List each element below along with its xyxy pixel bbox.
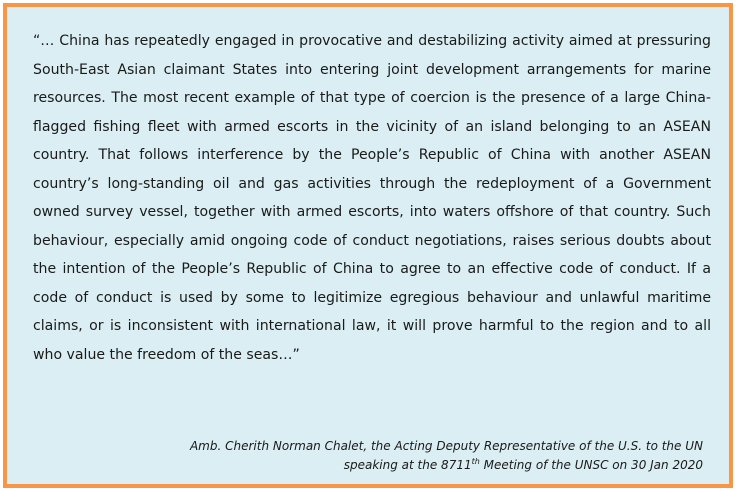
attribution-line-1: Amb. Cherith Norman Chalet, the Acting Deputy Representative of the U.S. to the UN bbox=[189, 439, 703, 453]
attribution-line-2-start: speaking at the 8711 bbox=[343, 458, 472, 472]
quote-box bbox=[3, 3, 733, 488]
quote-text: “… China has repeatedly engaged in provocative and destabilizing activity aimed at pressuring South-East Asian claimant States into entering joint development arrangements for marine resources. The most recent example of that type of coercion is the presence of a large China-flagged fishing fleet with armed escorts in the vicinity of an island belonging to an ASEAN country. That follows interference by the People’s Republic of China with another ASEAN country’s long-standing oil and gas activities through the redeployment of a Government owned survey vessel, together with armed escorts, into waters offshore of that country. Such behaviour, especially amid ongoing code of conduct negotiations, raises serious doubts about the intention of the People’s Republic of China to agree to an effective code of conduct. If a code of conduct is used by some to legitimize egregious behaviour and unlawful maritime claims, or is inconsistent with international law, it will prove harmful to the region and to all who value the freedom of the seas…” bbox=[33, 33, 711, 364]
attribution-line-2-end: Meeting of the UNSC on 30 Jan 2020 bbox=[479, 458, 703, 472]
attribution bbox=[103, 437, 703, 475]
attribution-ordinal-suffix: th bbox=[471, 457, 480, 466]
